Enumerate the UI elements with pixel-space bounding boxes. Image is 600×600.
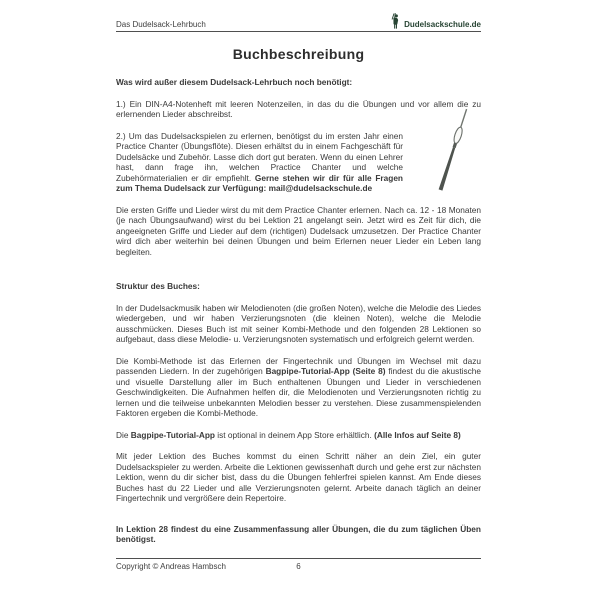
app-note-bold-2: (Alle Infos auf Seite 8) xyxy=(374,429,461,440)
paragraph-structure-2 xyxy=(116,356,481,419)
item2-contact-bold: Gerne stehen wir dir für alle Fragen zum Thema Dudelsack zur Verfügung: mail@dudelsackschule.de xyxy=(116,172,404,193)
logo xyxy=(390,13,481,29)
structure2-text-a: Die Kombi-Methode ist das Erlernen der Fingertechnik und Übungen im Wechsel mit dazu passenden Liedern. In der zugehörigen xyxy=(116,355,481,376)
app-note-bold-1: Bagpipe-Tutorial-App xyxy=(130,429,215,440)
app-note-a: Die xyxy=(116,429,131,440)
logo-text: Dudelsackschule.de xyxy=(404,20,481,29)
structure-heading: Struktur des Buches: xyxy=(116,281,200,291)
item2-text: 2.) Um das Dudelsackspielen zu erlernen, benötigst du im ersten Jahr einen Practice Chanter (Übungsflöte). Diesen erhältst du in einem Fachgeschäft für Dudelsäcke und Zubehör. Lasse dich dort gut beraten. Wenn du einen Lehrer hast, dann frage ihn, welchen Practice Chanter und welche Zubehörmaterialien er dir empfiehlt. xyxy=(116,130,403,183)
structure2-text-b: findest du die akustische und visuelle Darstellung aller im Buch enthaltenen Übungen und Lieder in verschiedenen Geschwindigkeiten. Die Aufnahmen helfen dir, die Melodienoten und Verzierungsnoten richtig zu lernen und die teilweise unbekannten Melodien besser zu verstehen. Diese zusammenspielenden Faktoren ergeben die Kombi-Methode. xyxy=(116,366,481,418)
running-header-title: Das Dudelsack-Lehrbuch xyxy=(116,20,206,29)
page-footer xyxy=(116,558,481,571)
paragraph-chanter: Die ersten Griffe und Lieder wirst du mit dem Practice Chanter erlernen. Nach ca. 12 - 18 Monaten (je nach Übungsaufwand) wirst du bei Lektion 21 angelangt sein. Jetzt wird es Zeit für dich, die angeeigneten Griffe und Lieder auf dem (richtigen) Dudelsack umzusetzen. Der Practice Chanter wird dich aber weiterhin bei deinen Übungen und beim Erlernen neuer Lieder ein Leben lang begleiten. xyxy=(116,204,481,257)
paragraph-app-note xyxy=(116,430,481,441)
paragraph-structure-1: In der Dudelsackmusik haben wir Melodienoten (die großen Noten), welche die Melodie des Liedes wiedergeben, und wir haben Verzierungsnoten (die kleinen Noten), welche die Melodie ausschmücken. Dieses Buch ist mit seiner Kombi-Methode und den folgenden 28 Lektionen so aufgebaut, dass diese Melodie- u. Verzierungsnoten systematisch und erfolgreich gelernt werden. xyxy=(116,302,481,344)
paragraph-item-1: 1.) Ein DIN-A4-Notenheft mit leeren Notenzeilen, in das du die Übungen und vor allem die zu erlernenden Lieder abschreibst. xyxy=(116,98,481,119)
paragraph-structure-3: Mit jeder Lektion des Buches kommst du einen Schritt näher an dein Ziel, ein guter Dudelsackspieler zu werden. Arbeite die Lektionen gewissenhaft durch und gehe erst zur nächsten Lektion, wenn du dir sicher bist, dass du die Übungen fehlerfrei spielen kannst. Am Ende dieses Buches hast du 22 Lieder und alle Verzierungsnoten gelernt. Arbeite danach täglich an deiner Fingertechnik und vergrößere dein Repertoire. xyxy=(116,451,481,503)
page-title: Buchbeschreibung xyxy=(232,46,365,62)
page-header xyxy=(116,0,481,32)
bagpiper-icon xyxy=(390,13,401,29)
footer-page-number: 6 xyxy=(296,562,301,571)
practice-chanter-illustration xyxy=(424,104,482,199)
paragraph-summary-bold: In Lektion 28 findest du eine Zusammenfassung aller Übungen, die du zum täglichen Üben benötigst. xyxy=(116,523,481,544)
needed-heading: Was wird außer diesem Dudelsack-Lehrbuch noch benötigt: xyxy=(116,77,353,87)
footer-copyright: Copyright © Andreas Hambsch xyxy=(116,562,226,571)
structure2-app-bold: Bagpipe-Tutorial-App (Seite 8) xyxy=(265,366,386,376)
app-note-b: ist optional in deinem App Store erhältlich. xyxy=(214,429,375,440)
